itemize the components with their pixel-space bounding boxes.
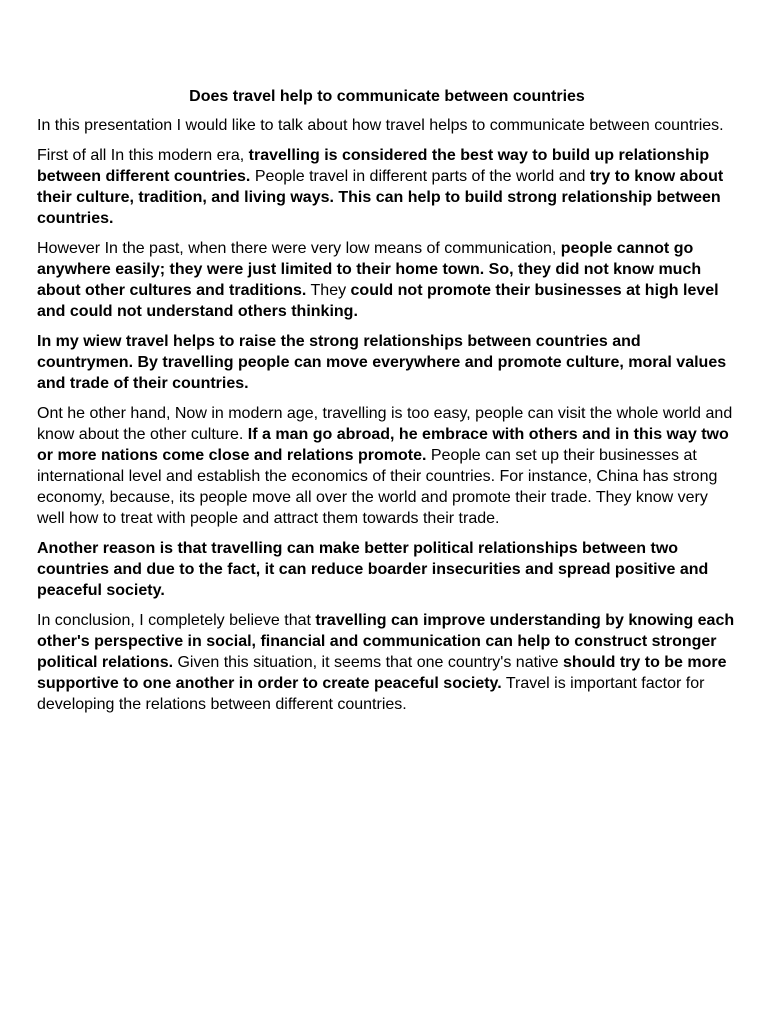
paragraph [37, 331, 737, 394]
text-run: Travel is important factor for developing the relations between different countries. [37, 675, 705, 713]
document-body [37, 115, 737, 715]
bold-text-run: try to know about their culture, tradition, and living ways. This can help to build strong relationship between countries. [37, 168, 724, 227]
paragraph [37, 403, 737, 529]
text-run: In conclusion, I completely believe that [37, 612, 316, 629]
text-run: Given this situation, it seems that one country's native [173, 654, 563, 671]
bold-text-run: could not promote their businesses at high level and could not understand others thinking. [37, 282, 719, 320]
text-run: People can set up their businesses at international level and establish the economics of their countries. For instance, China has strong economy, because, its people move all over the world and promote their trade. They know very well how to treat with people and attract them towards their trade. [37, 447, 718, 527]
text-run: They [306, 282, 351, 299]
document-title: Does travel help to communicate between countries [189, 88, 585, 105]
text-run: In this presentation I would like to talk about how travel helps to communicate between countries. [37, 117, 724, 134]
bold-text-run: should try to be more supportive to one another in order to create peaceful society. [37, 654, 727, 692]
bold-text-run: people cannot go anywhere easily; they were just limited to their home town. So, they did not know much about other cultures and traditions. [37, 240, 702, 299]
paragraph [37, 610, 737, 715]
document-page [37, 86, 737, 724]
text-run: People travel in different parts of the world and [250, 168, 590, 185]
text-run: However In the past, when there were very low means of communication, [37, 240, 561, 257]
bold-text-run: If a man go abroad, he embrace with others and in this way two or more nations come close and relations promote. [37, 426, 729, 464]
text-run: Ont he other hand, Now in modern age, travelling is too easy, people can visit the whole world and know about the other culture. [37, 405, 733, 443]
bold-text-run: travelling is considered the best way to build up relationship between different countries. [37, 147, 710, 185]
paragraph [37, 238, 737, 322]
bold-text-run: Another reason is that travelling can make better political relationships between two countries and due to the fact, it can reduce boarder insecurities and spread positive and peaceful society. [37, 540, 709, 599]
paragraph [37, 538, 737, 601]
bold-text-run: In my wiew travel helps to raise the strong relationships between countries and countrymen. By travelling people can move everywhere and promote culture, moral values and trade of their countries. [37, 333, 727, 392]
bold-text-run: travelling can improve understanding by knowing each other's perspective in social, financial and communication can help to construct stronger political relations. [37, 612, 735, 671]
paragraph [37, 115, 737, 136]
text-run: First of all In this modern era, [37, 147, 249, 164]
paragraph [37, 145, 737, 229]
